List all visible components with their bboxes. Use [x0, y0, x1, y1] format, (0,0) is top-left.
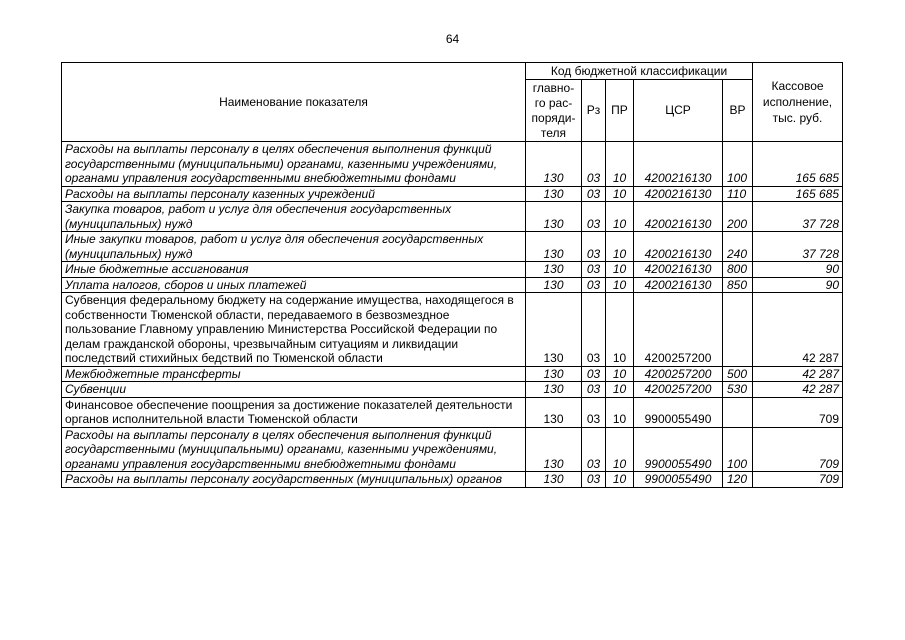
row-vr: 120: [723, 472, 753, 488]
row-name: Субвенция федеральному бюджету на содержание имущества, находящегося в собственности Тюменской области, передаваемого в безвозмездное пользование Главному управлению Министерства Российской Федерации по делам гражданской обороны, чрезвычайным ситуациям и ликвидации последствий стихийных бедствий по Тюменской области: [62, 293, 526, 367]
table-row: [62, 277, 843, 293]
budget-table: [61, 62, 843, 488]
row-name: Иные закупки товаров, работ и услуг для обеспечения государственных (муниципальных) нужд: [62, 232, 526, 262]
table-row: [62, 262, 843, 278]
row-csr: 4200257200: [634, 382, 723, 398]
row-vr: 240: [723, 232, 753, 262]
row-rz: 03: [582, 277, 606, 293]
row-rz: 03: [582, 397, 606, 427]
row-glav: 130: [526, 202, 582, 232]
row-csr: 9900055490: [634, 427, 723, 472]
table-row: [62, 427, 843, 472]
row-pr: 10: [606, 366, 634, 382]
row-csr: 4200216130: [634, 232, 723, 262]
row-pr: 10: [606, 232, 634, 262]
row-vr: 100: [723, 427, 753, 472]
row-csr: 4200257200: [634, 293, 723, 367]
row-name: Расходы на выплаты персоналу в целях обеспечения выполнения функций государственными (муниципальными) органами, казенными учреждениями, органами управления государственными внебюджетными фондами: [62, 142, 526, 187]
row-amount: 37 728: [753, 202, 843, 232]
row-amount: 709: [753, 397, 843, 427]
row-glav: 130: [526, 427, 582, 472]
row-rz: 03: [582, 427, 606, 472]
table-row: [62, 382, 843, 398]
table-row: [62, 202, 843, 232]
row-vr: [723, 293, 753, 367]
row-rz: 03: [582, 366, 606, 382]
row-csr: 4200216130: [634, 186, 723, 202]
table-body: [62, 142, 843, 488]
row-name: Расходы на выплаты персоналу казенных учреждений: [62, 186, 526, 202]
header-vr: ВР: [723, 80, 753, 142]
row-amount: 165 685: [753, 186, 843, 202]
row-amount: 90: [753, 262, 843, 278]
table-row: [62, 472, 843, 488]
row-glav: 130: [526, 186, 582, 202]
row-rz: 03: [582, 262, 606, 278]
table-row: [62, 366, 843, 382]
row-amount: 37 728: [753, 232, 843, 262]
row-rz: 03: [582, 142, 606, 187]
row-amount: 709: [753, 472, 843, 488]
row-pr: 10: [606, 277, 634, 293]
row-pr: 10: [606, 472, 634, 488]
row-name: Уплата налогов, сборов и иных платежей: [62, 277, 526, 293]
row-vr: 850: [723, 277, 753, 293]
header-glav: главно- го рас- поряди- теля: [526, 80, 582, 142]
row-pr: 10: [606, 293, 634, 367]
row-csr: 4200216130: [634, 262, 723, 278]
row-vr: 500: [723, 366, 753, 382]
row-vr: 100: [723, 142, 753, 187]
table-row: [62, 293, 843, 367]
row-vr: 800: [723, 262, 753, 278]
row-rz: 03: [582, 232, 606, 262]
row-pr: 10: [606, 382, 634, 398]
row-amount: 165 685: [753, 142, 843, 187]
row-glav: 130: [526, 142, 582, 187]
row-vr: 200: [723, 202, 753, 232]
table-row: [62, 186, 843, 202]
row-vr: [723, 397, 753, 427]
header-amount: Кассовое исполнение, тыс. руб.: [753, 63, 843, 142]
header-name: Наименование показателя: [62, 63, 526, 142]
row-csr: 4200216130: [634, 142, 723, 187]
row-rz: 03: [582, 472, 606, 488]
row-pr: 10: [606, 142, 634, 187]
row-amount: 42 287: [753, 366, 843, 382]
row-glav: 130: [526, 232, 582, 262]
row-csr: 4200257200: [634, 366, 723, 382]
table-row: [62, 397, 843, 427]
row-csr: 9900055490: [634, 397, 723, 427]
row-glav: 130: [526, 382, 582, 398]
row-pr: 10: [606, 262, 634, 278]
header-classification-group: Код бюджетной классификации: [526, 63, 753, 80]
row-name: Субвенции: [62, 382, 526, 398]
row-vr: 530: [723, 382, 753, 398]
row-csr: 9900055490: [634, 472, 723, 488]
row-pr: 10: [606, 186, 634, 202]
row-name: Иные бюджетные ассигнования: [62, 262, 526, 278]
row-rz: 03: [582, 202, 606, 232]
row-name: Финансовое обеспечение поощрения за достижение показателей деятельности органов исполнительной власти Тюменской области: [62, 397, 526, 427]
row-rz: 03: [582, 186, 606, 202]
row-glav: 130: [526, 397, 582, 427]
row-csr: 4200216130: [634, 277, 723, 293]
row-glav: 130: [526, 366, 582, 382]
page-number: 64: [445, 32, 460, 46]
table-row: [62, 142, 843, 187]
row-csr: 4200216130: [634, 202, 723, 232]
row-glav: 130: [526, 277, 582, 293]
row-vr: 110: [723, 186, 753, 202]
row-amount: 42 287: [753, 293, 843, 367]
row-name: Расходы на выплаты персоналу в целях обеспечения выполнения функций государственными (муниципальными) органами, казенными учреждениями, органами управления государственными внебюджетными фондами: [62, 427, 526, 472]
row-glav: 130: [526, 293, 582, 367]
row-amount: 90: [753, 277, 843, 293]
row-pr: 10: [606, 397, 634, 427]
row-name: Закупка товаров, работ и услуг для обеспечения государственных (муниципальных) нужд: [62, 202, 526, 232]
row-pr: 10: [606, 202, 634, 232]
row-name: Межбюджетные трансферты: [62, 366, 526, 382]
row-glav: 130: [526, 472, 582, 488]
header-csr: ЦСР: [634, 80, 723, 142]
header-pr: ПР: [606, 80, 634, 142]
row-pr: 10: [606, 427, 634, 472]
row-rz: 03: [582, 382, 606, 398]
row-glav: 130: [526, 262, 582, 278]
row-amount: 709: [753, 427, 843, 472]
row-rz: 03: [582, 293, 606, 367]
row-name: Расходы на выплаты персоналу государственных (муниципальных) органов: [62, 472, 526, 488]
table-row: [62, 232, 843, 262]
row-amount: 42 287: [753, 382, 843, 398]
header-rz: Рз: [582, 80, 606, 142]
